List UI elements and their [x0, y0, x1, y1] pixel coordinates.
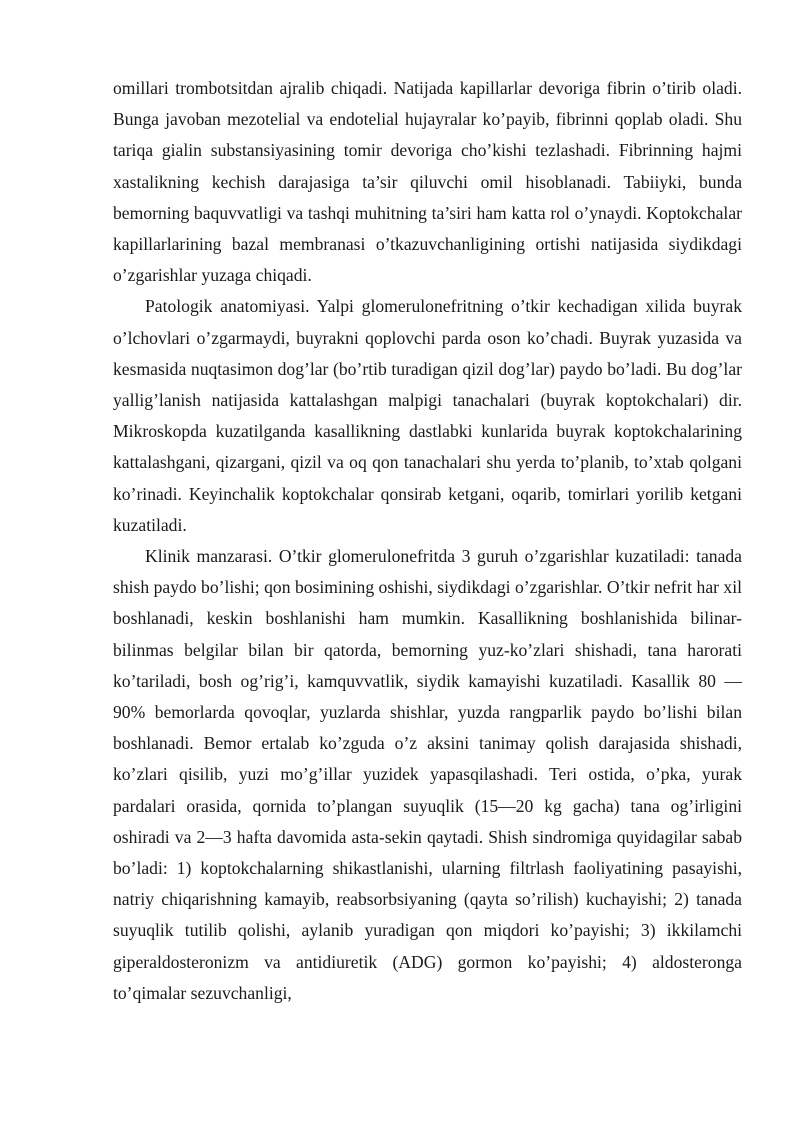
- paragraph-pathological-anatomy: Patologik anatomiyasi. Yalpi glomerulonefritning o’tkir kechadigan xilida buyrak o’lchovlari o’zgarmaydi, buyrakni qoplovchi parda oson ko’chadi. Buyrak yuzasida va kesmasida nuqtasimon dog’lar (bo’rtib turadigan qizil dog’lar) paydo bo’ladi. Bu dog’lar yallig’lanish natijasida kattalashgan malpigi tanachalari (buyrak koptokchalari) dir. Mikroskopda kuzatilganda kasallikning dastlabki kunlarida buyrak koptokchalarining kattalashgani, qizargani, qizil va oq qon tanachalari shu yerda to’planib, to’xtab qolgani ko’rinadi. Keyinchalik koptokchalar qonsirab ketgani, oqarib, tomirlari yorilib ketgani kuzatiladi.: [113, 296, 742, 535]
- body-text: [113, 73, 742, 1009]
- paragraph-continuation: omillari trombotsitdan ajralib chiqadi. Natijada kapillarlar devoriga fibrin o’tirib oladi. Bunga javoban mezotelial va endotelial hujayralar ko’payib, fibrinni qoplab oladi. Shu tariqa gialin substansiyasining tomir devoriga cho’kishi tezlashadi. Fibrinning hajmi xastalikning kechish darajasiga ta’sir qiluvchi omil hisoblanadi. Tabiiyki, bunda bemorning baquvvatligi va tashqi muhitning ta’siri ham katta rol o’ynaydi. Koptokchalar kapillarlarining bazal membranasi o’tkazuvchanligining ortishi natijasida siydikdagi o’zgarishlar yuzaga chiqadi.: [113, 78, 742, 286]
- paragraph-clinical-picture: Klinik manzarasi. O’tkir glomerulonefritda 3 guruh o’zgarishlar kuzatiladi: tanada shish paydo bo’lishi; qon bosimining oshishi, siydikdagi o’zgarishlar. O’tkir nefrit har xil boshlanadi, keskin boshlanishi ham mumkin. Kasallikning boshlanishida bilinar-bilinmas belgilar bilan bir qatorda, bemorning yuz-ko’zlari shishadi, tana harorati ko’tariladi, bosh og’rig’i, kamquvvatlik, siydik kamayishi kuzatiladi. Kasallik 80 — 90% bemorlarda qovoqlar, yuzlarda shishlar, yuzda rangparlik paydo bo’lishi bilan boshlanadi. Bemor ertalab ko’zguda o’z aksini tanimay qolish darajasida shishadi, ko’zlari qisilib, yuzi mo’g’illar yuzidek yapasqilashadi. Teri ostida, o’pka, yurak pardalari orasida, qornida to’plangan suyuqlik (15—20 kg gacha) tana og’irligini oshiradi va 2—3 hafta davomida asta-sekin qaytadi. Shish sindromiga quyidagilar sabab bo’ladi: 1) koptokchalarning shikastlanishi, ularning filtrlash faoliyatining pasayishi, natriy chiqarishning kamayib, reabsorbsiyaning (qayta so’rilish) kuchayishi; 2) tanada suyuqlik tutilib qolishi, aylanib yuradigan qon miqdori ko’payishi; 3) ikkilamchi giperaldosteronizm va antidiuretik (ADG) gormon ko’payishi; 4) aldosteronga to’qimalar sezuvchanligi,: [113, 546, 742, 1003]
